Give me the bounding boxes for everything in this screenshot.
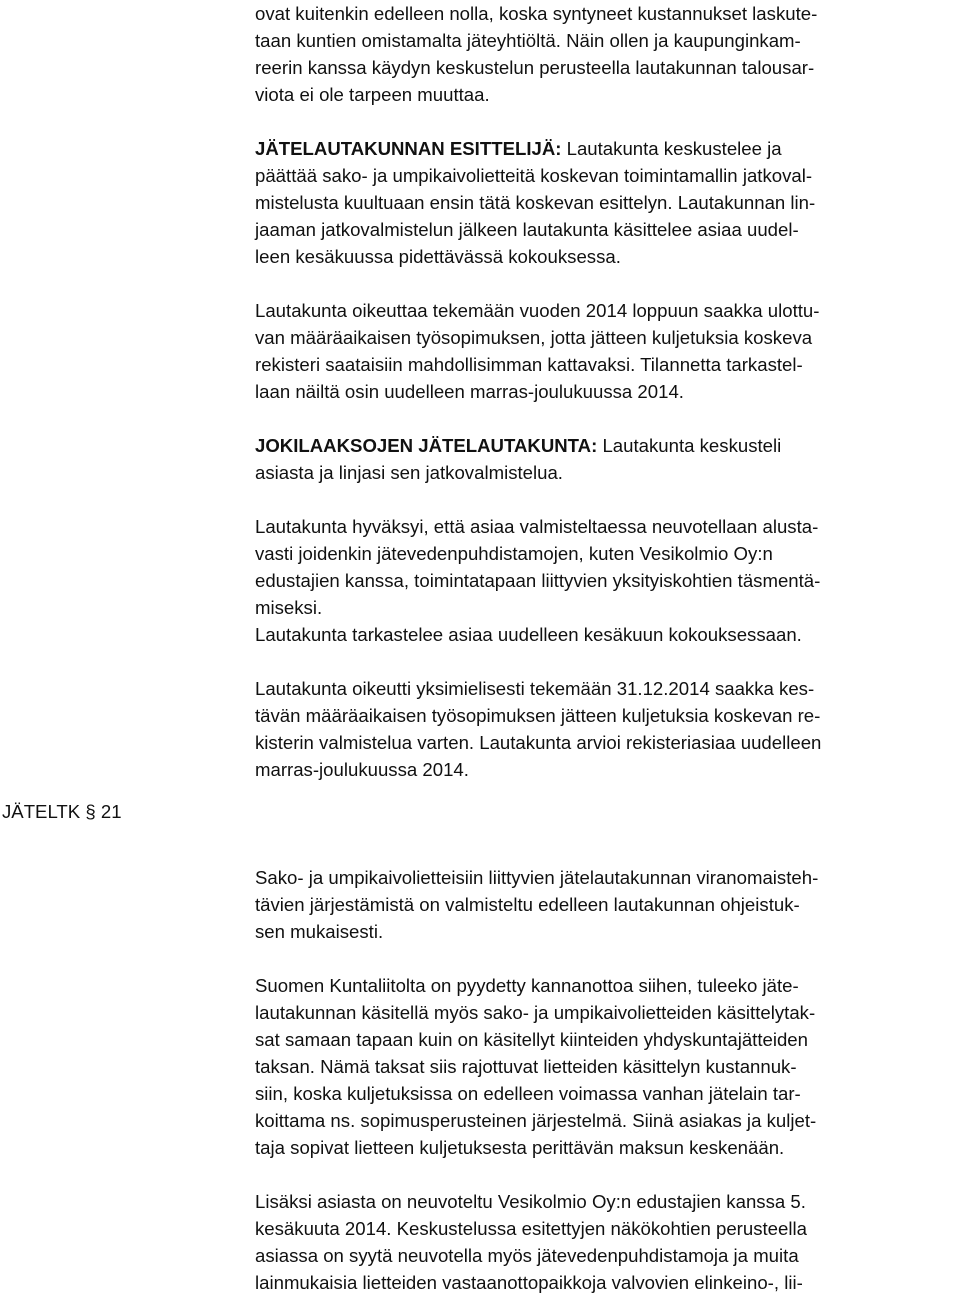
text-line: kisterin valmistelua varten. Lautakunta arvioi rekisteriasiaa uudelleen xyxy=(255,732,822,753)
text-line: tävän määräaikaisen työsopimuksen jätteen kuljetuksia koskevan re- xyxy=(255,705,821,726)
paragraph xyxy=(255,864,957,945)
paragraph xyxy=(255,675,957,783)
text-line: viota ei ole tarpeen muuttaa. xyxy=(255,84,490,105)
text-line: Lisäksi asiasta on neuvoteltu Vesikolmio Oy:n edustajien kanssa 5. xyxy=(255,1191,806,1212)
text-line: Lautakunta oikeuttaa tekemään vuoden 2014 loppuun saakka ulottu- xyxy=(255,300,820,321)
paragraph xyxy=(255,1188,957,1296)
text-line xyxy=(255,432,957,459)
paragraph xyxy=(255,432,957,486)
text-line: Sako- ja umpikaivolietteisiin liittyvien jätelautakunnan viranomaisteh- xyxy=(255,867,819,888)
text-line: leen kesäkuussa pidettävässä kokouksessa. xyxy=(255,246,621,267)
text-fragment: Lautakunta keskustelee ja xyxy=(561,138,782,159)
text-line xyxy=(255,135,957,162)
speaker-label: JÄTELAUTAKUNNAN ESITTELIJÄ: xyxy=(255,138,562,159)
text-line: lautakunnan käsitellä myös sako- ja umpikaivolietteiden käsittelytak- xyxy=(255,1002,816,1023)
text-line: ovat kuitenkin edelleen nolla, koska syntyneet kustannukset laskute- xyxy=(255,3,818,24)
text-line: van määräaikaisen työsopimuksen, jotta jätteen kuljetuksia koskeva xyxy=(255,327,813,348)
text-line: taja sopivat lietteen kuljetuksesta perittävän maksun keskenään. xyxy=(255,1137,785,1158)
text-line: vasti joidenkin jätevedenpuhdistamojen, kuten Vesikolmio Oy:n xyxy=(255,543,773,564)
text-line: kesäkuuta 2014. Keskustelussa esitettyjen näkökohtien perusteella xyxy=(255,1218,807,1239)
text-line: Suomen Kuntaliitolta on pyydetty kannanottoa siihen, tuleeko jäte- xyxy=(255,975,799,996)
text-line: taksan. Nämä taksat siis rajottuvat lietteiden käsittelyn kustannuk- xyxy=(255,1056,797,1077)
speaker-label: JOKILAAKSOJEN JÄTELAUTAKUNTA: xyxy=(255,435,598,456)
text-line: Lautakunta oikeutti yksimielisesti tekemään 31.12.2014 saakka kes- xyxy=(255,678,815,699)
text-line: laan näiltä osin uudelleen marras-joulukuussa 2014. xyxy=(255,381,684,402)
text-line: sat samaan tapaan kuin on käsitellyt kiinteiden yhdyskuntajätteiden xyxy=(255,1029,808,1050)
text-line: tävien järjestämistä on valmisteltu edelleen lautakunnan ohjeistuk- xyxy=(255,894,800,915)
text-line: sen mukaisesti. xyxy=(255,921,384,942)
text-line: päättää sako- ja umpikaivolietteitä koskevan toimintamallin jatkoval- xyxy=(255,165,813,186)
text-line: asiassa on syytä neuvotella myös jätevedenpuhdistamoja ja muita xyxy=(255,1245,799,1266)
text-line: koittama ns. sopimusperusteinen järjestelmä. Siinä asiakas ja kuljet- xyxy=(255,1110,817,1131)
text-line: marras-joulukuussa 2014. xyxy=(255,759,469,780)
text-line: mistelusta kuultuaan ensin tätä koskevan esittelyn. Lautakunnan lin- xyxy=(255,192,816,213)
paragraph xyxy=(255,972,957,1161)
text-line: Lautakunta hyväksyi, että asiaa valmisteltaessa neuvotellaan alusta- xyxy=(255,516,819,537)
paragraph xyxy=(255,135,957,270)
paragraph xyxy=(255,513,957,648)
text-fragment: Lautakunta keskusteli xyxy=(597,435,782,456)
text-line: siin, koska kuljetuksissa on edelleen voimassa vanhan jätelain tar- xyxy=(255,1083,801,1104)
text-line: rekisteri saataisiin mahdollisimman kattavaksi. Tilannetta tarkastel- xyxy=(255,354,803,375)
text-line: taan kuntien omistamalta jäteyhtiöltä. Näin ollen ja kaupunginkam- xyxy=(255,30,801,51)
text-line: lainmukaisia lietteiden vastaanottopaikkoja valvovien elinkeino-, lii- xyxy=(255,1272,803,1293)
text-line: reerin kanssa käydyn keskustelun perusteella lautakunnan talousar- xyxy=(255,57,815,78)
text-line: edustajien kanssa, toimintatapaan liittyvien yksityiskohtien täsmentä- xyxy=(255,570,821,591)
text-line: jaaman jatkovalmistelun jälkeen lautakunta käsittelee asiaa uudel- xyxy=(255,219,799,240)
section-label: JÄTELTK § 21 xyxy=(2,801,122,822)
paragraph xyxy=(255,297,957,405)
text-line: asiasta ja linjasi sen jatkovalmistelua. xyxy=(255,462,563,483)
main-text-column xyxy=(255,0,957,1296)
text-line: Lautakunta tarkastelee asiaa uudelleen kesäkuun kokouksessaan. xyxy=(255,624,802,645)
paragraph xyxy=(255,0,957,108)
text-line: miseksi. xyxy=(255,597,323,618)
